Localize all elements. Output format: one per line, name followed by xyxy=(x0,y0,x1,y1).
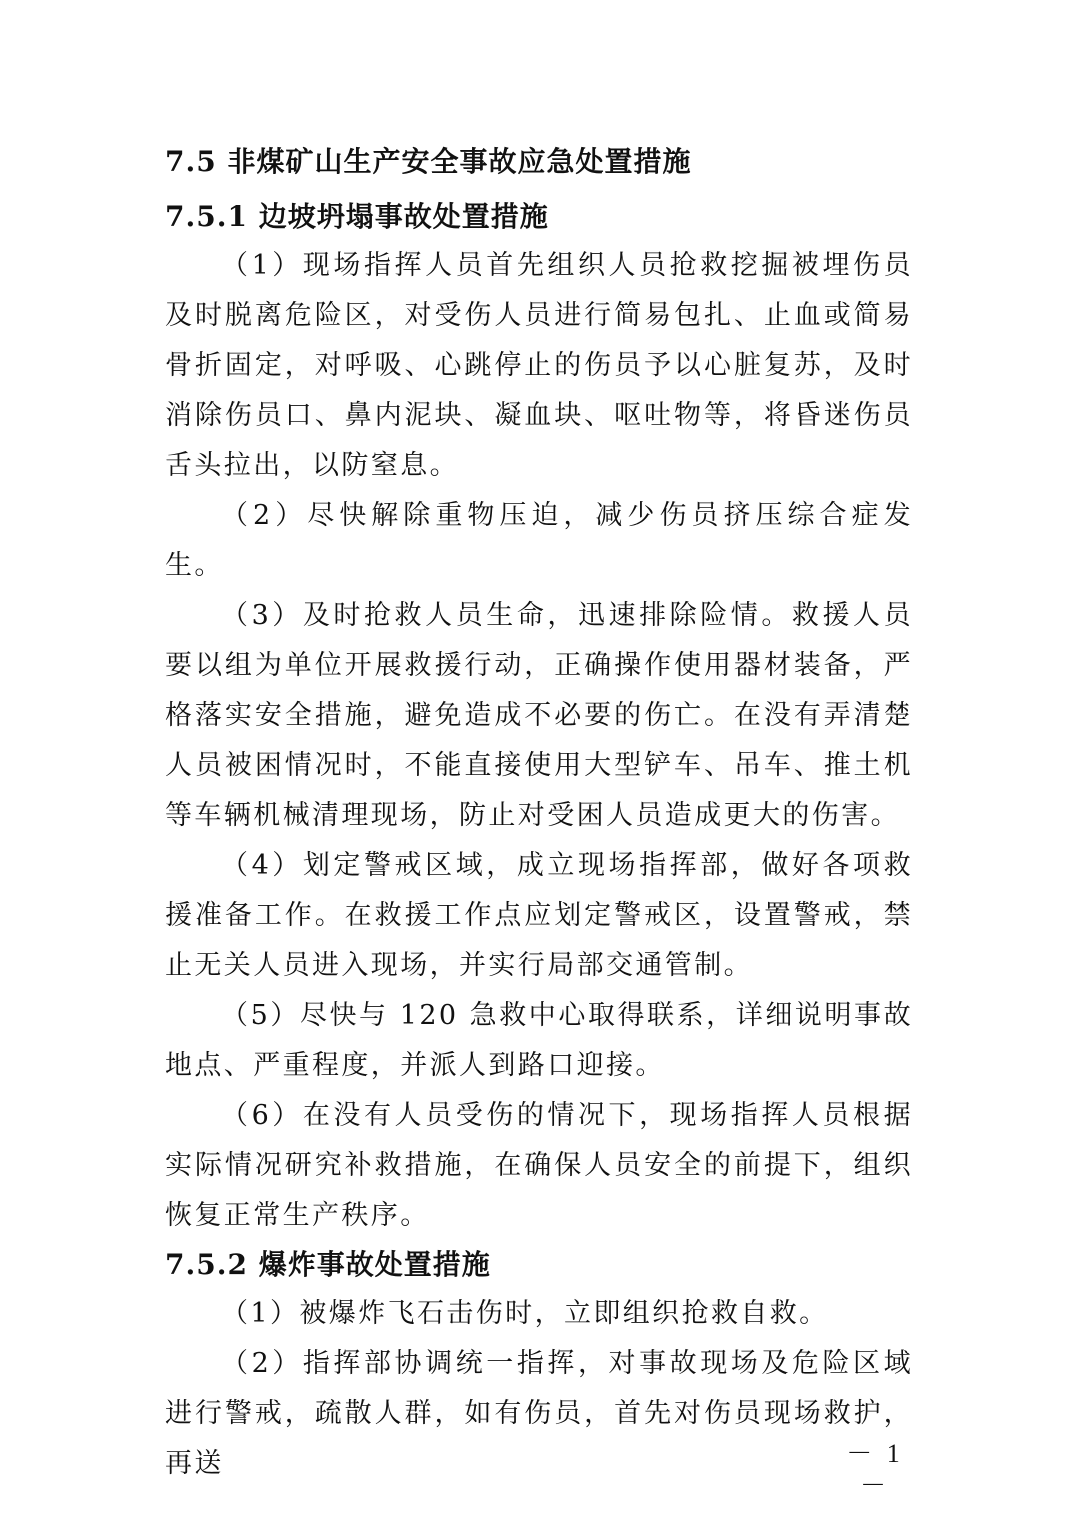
paragraph: （1）被爆炸飞石击伤时，立即组织抢救自救。 xyxy=(221,1298,829,1329)
page-number: － 1 － xyxy=(846,1439,904,1500)
subsection-heading-7-5-1: 7.5.1 边坡坍塌事故处置措施 xyxy=(165,200,549,233)
document-body xyxy=(165,138,913,1489)
section-heading-7-5: 7.5 非煤矿山生产安全事故应急处置措施 xyxy=(165,145,692,178)
paragraph: （2）尽快解除重物压迫，减少伤员挤压综合症发生。 xyxy=(165,500,913,581)
paragraph: （6）在没有人员受伤的情况下，现场指挥人员根据实际情况研究补救措施，在确保人员安全的前提下，组织恢复正常生产秩序。 xyxy=(165,1100,913,1231)
paragraph: （4）划定警戒区域，成立现场指挥部，做好各项救援准备工作。在救援工作点应划定警戒区，设置警戒，禁止无关人员进入现场，并实行局部交通管制。 xyxy=(165,850,913,981)
paragraph: （1）现场指挥人员首先组织人员抢救挖掘被埋伤员及时脱离危险区，对受伤人员进行简易包扎、止血或简易骨折固定，对呼吸、心跳停止的伤员予以心脏复苏，及时消除伤员口、鼻内泥块、凝血块、呕吐物等，将昏迷伤员舌头拉出，以防窒息。 xyxy=(165,250,913,481)
paragraph: （2）指挥部协调统一指挥，对事故现场及危险区域进行警戒，疏散人群，如有伤员，首先对伤员现场救护，再送 xyxy=(165,1348,913,1479)
paragraph: （5）尽快与 120 急救中心取得联系，详细说明事故地点、严重程度，并派人到路口迎接。 xyxy=(165,1000,913,1081)
subsection-heading-7-5-2: 7.5.2 爆炸事故处置措施 xyxy=(165,1248,491,1281)
paragraph: （3）及时抢救人员生命，迅速排除险情。救援人员要以组为单位开展救援行动，正确操作使用器材装备，严格落实安全措施，避免造成不必要的伤亡。在没有弄清楚人员被困情况时，不能直接使用大型铲车、吊车、推土机等车辆机械清理现场，防止对受困人员造成更大的伤害。 xyxy=(165,600,913,831)
